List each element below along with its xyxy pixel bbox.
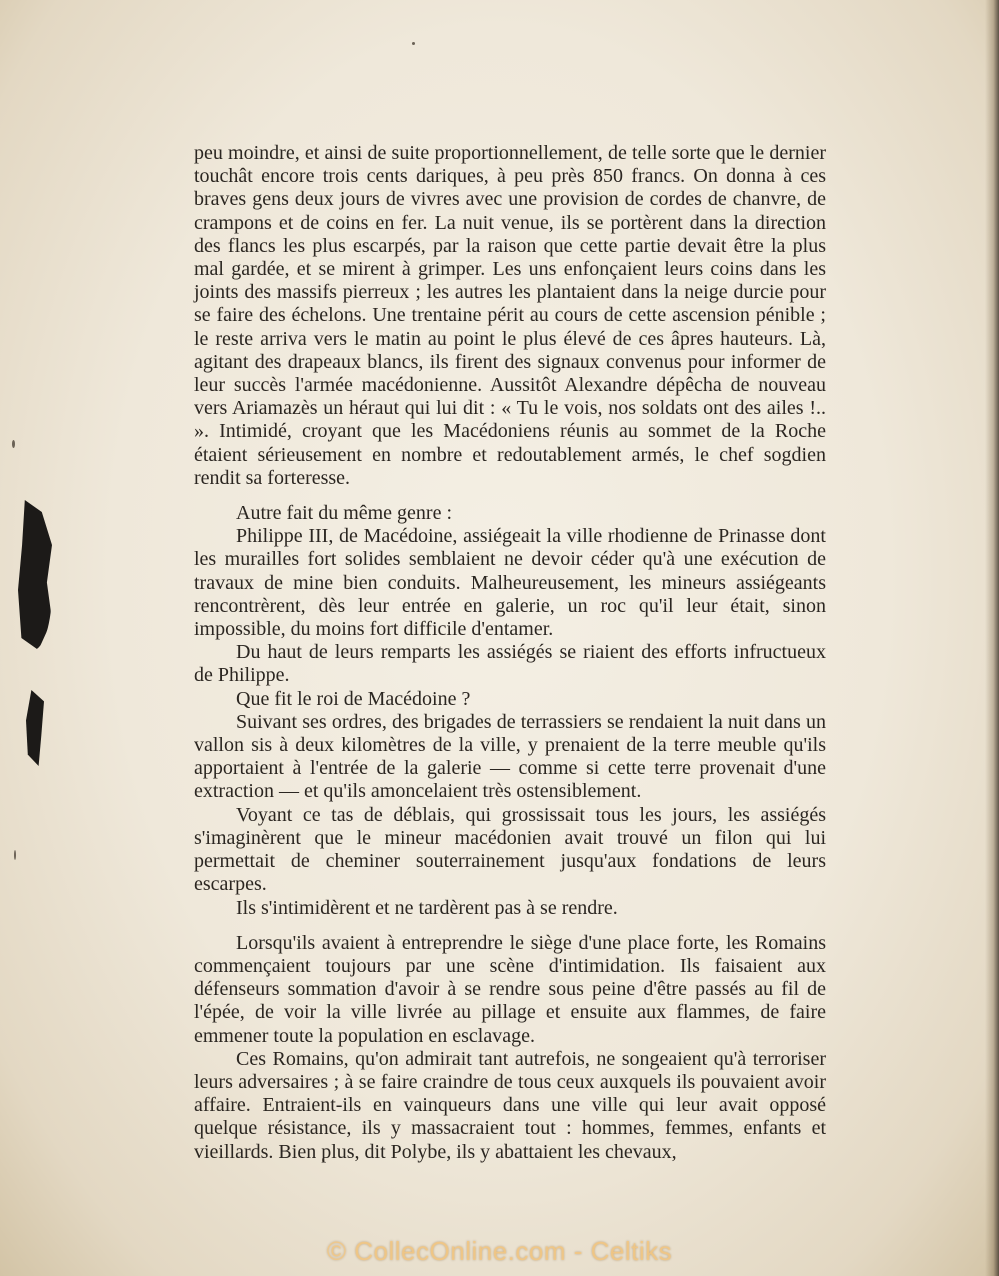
paragraph: Philippe III, de Macédoine, assiégeait la ville rhodienne de Prinasse dont les murailles fort solides semblaient ne devoir céder qu'à une exécution de travaux de mine bien conduits. Malheureusement, les mineurs assiégeants rencontrèrent, dès leur entrée en galerie, un roc qu'il leur était, sinon impossible, du moins fort difficile d'entamer. [194, 525, 826, 641]
paragraph: Que fit le roi de Macédoine ? [236, 687, 471, 710]
paragraph: Ces Romains, qu'on admirait tant autrefois, ne songeaient qu'à terroriser leurs adversaires ; à se faire craindre de tous ceux auxquels ils pouvaient avoir affaire. Entraient-ils en vainqueurs dans une ville qui leur avait opposé quelque résistance, ils y massacraient tout : hommes, femmes, enfants et vieillards. Bien plus, dit Polybe, ils y abattaient les chevaux, [194, 1047, 826, 1163]
page-edge-shadow [985, 0, 999, 1276]
paragraph: Ils s'intimidèrent et ne tardèrent pas à se rendre. [236, 896, 618, 919]
watermark: © CollecOnline.com - Celtiks [326, 1236, 673, 1266]
paper-speck [412, 42, 415, 45]
paragraph: Autre fait du même genre : [236, 502, 453, 525]
torn-margin-hole [18, 500, 52, 650]
paragraph: Suivant ses ordres, des brigades de terrassiers se rendaient la nuit dans un vallon sis à deux kilomètres de la ville, y prenaient de la terre meuble qu'ils apportaient à l'entrée de la galerie — comme si cette terre provenait d'une extraction — et qu'ils amoncelaient très ostensiblement. [194, 710, 826, 803]
body-text [194, 142, 826, 1164]
paragraph: Voyant ce tas de déblais, qui grossissait tous les jours, les assiégés s'imaginèrent que le mineur macédonien avait trouvé un filon qui lui permettait de cheminer souterrainement jusqu'aux fondations de leurs escarpes. [194, 803, 826, 896]
paper-speck [12, 440, 15, 448]
paragraph: Lorsqu'ils avaient à entreprendre le siège d'une place forte, les Romains commençaient toujours par une scène d'intimidation. Ils faisaient aux défenseurs sommation d'avoir à se rendre sous peine d'être passés au fil de l'épée, de voir la ville livrée au pillage et ensuite aux flammes, de faire emmener toute la population en esclavage. [194, 931, 826, 1047]
paragraph: Du haut de leurs remparts les assiégés se riaient des efforts infructueux de Philippe. [194, 641, 826, 687]
paragraph: peu moindre, et ainsi de suite proportionnellement, de telle sorte que le dernier touchât encore trois cents dariques, à peu près 850 francs. On donna à ces braves gens deux jours de vivres avec une provision de cordes de chanvre, de crampons et de coins en fer. La nuit venue, ils se portèrent dans la direction des flancs les plus escarpés, par la raison que cette partie devait être la plus mal gardée, et se mirent à grimper. Les uns enfonçaient leurs coins dans les joints des massifs pierreux ; les autres les plantaient dans la neige durcie pour se faire des échelons. Une trentaine périt au cours de cette ascension pénible ; le reste arriva vers le matin au point le plus élevé de ces âpres hauteurs. Là, agitant des drapeaux blancs, ils firent des signaux convenus pour informer de leur succès l'armée macédonienne. Aussitôt Alexandre dépêcha de nouveau vers Ariamazès un héraut qui lui dit : « Tu le vois, nos soldats ont des ailes !.. ». Intimidé, croyant que les Macédoniens réunis au sommet de la Roche étaient sérieusement en nombre et redoutablement armés, le chef sogdien rendit sa forteresse. [194, 142, 826, 489]
paper-speck [14, 850, 16, 860]
torn-margin-hole [26, 690, 44, 766]
